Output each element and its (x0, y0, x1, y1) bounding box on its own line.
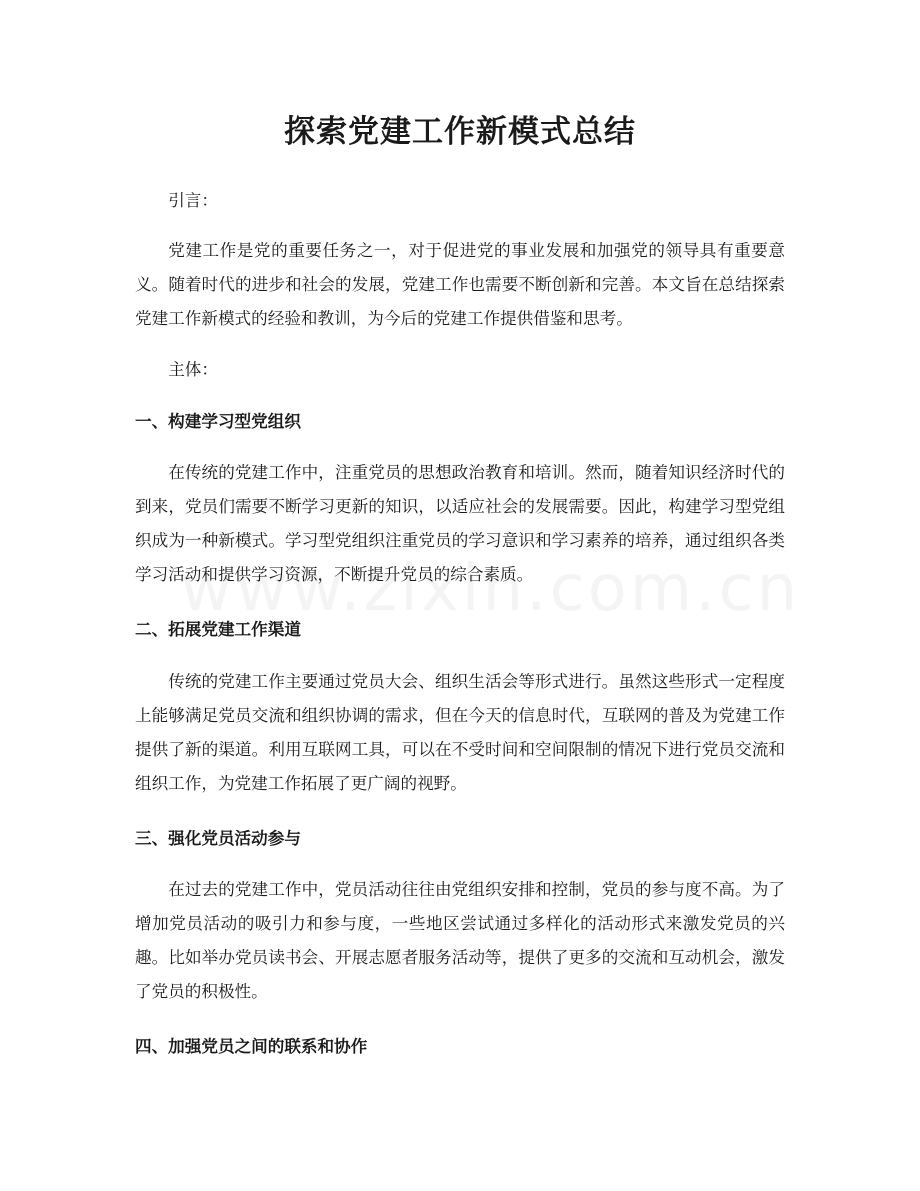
intro-paragraph: 党建工作是党的重要任务之一，对于促进党的事业发展和加强党的领导具有重要意义。随着时代的进步和社会的发展，党建工作也需要不断创新和完善。本文旨在总结探索党建工作新模式的经验和教训，为今后的党建工作提供借鉴和思考。 (135, 241, 785, 328)
section-paragraph-3: 在过去的党建工作中，党员活动往往由党组织安排和控制，党员的参与度不高。为了增加党员活动的吸引力和参与度，一些地区尝试通过多样化的活动形式来激发党员的兴趣。比如举办党员读书会、开展志愿者服务活动等，提供了更多的交流和互动机会，激发了党员的积极性。 (135, 880, 785, 1001)
section-heading-4: 四、加强党员之间的联系和协作 (135, 1037, 368, 1056)
body-label: 主体： (168, 360, 218, 379)
section-heading-2: 二、拓展党建工作渠道 (135, 620, 301, 639)
document-title: 探索党建工作新模式总结 (284, 114, 636, 150)
section-heading-3: 三、强化党员活动参与 (135, 829, 301, 848)
section-paragraph-2: 传统的党建工作主要通过党员大会、组织生活会等形式进行。虽然这些形式一定程度上能够满足党员交流和组织协调的需求，但在今天的信息时代，互联网的普及为党建工作提供了新的渠道。利用互联网工具，可以在不受时间和空间限制的情况下进行党员交流和组织工作，为党建工作拓展了更广阔的视野。 (135, 672, 785, 793)
section-paragraph-1: 在传统的党建工作中，注重党员的思想政治教育和培训。然而，随着知识经济时代的到来，党员们需要不断学习更新的知识，以适应社会的发展需要。因此，构建学习型党组织成为一种新模式。学习型党组织注重党员的学习意识和学习素养的培养，通过组织各类学习活动和提供学习资源，不断提升党员的综合素质。 (135, 463, 785, 584)
section-heading-1: 一、构建学习型党组织 (135, 412, 301, 431)
intro-label: 引言： (168, 191, 218, 210)
